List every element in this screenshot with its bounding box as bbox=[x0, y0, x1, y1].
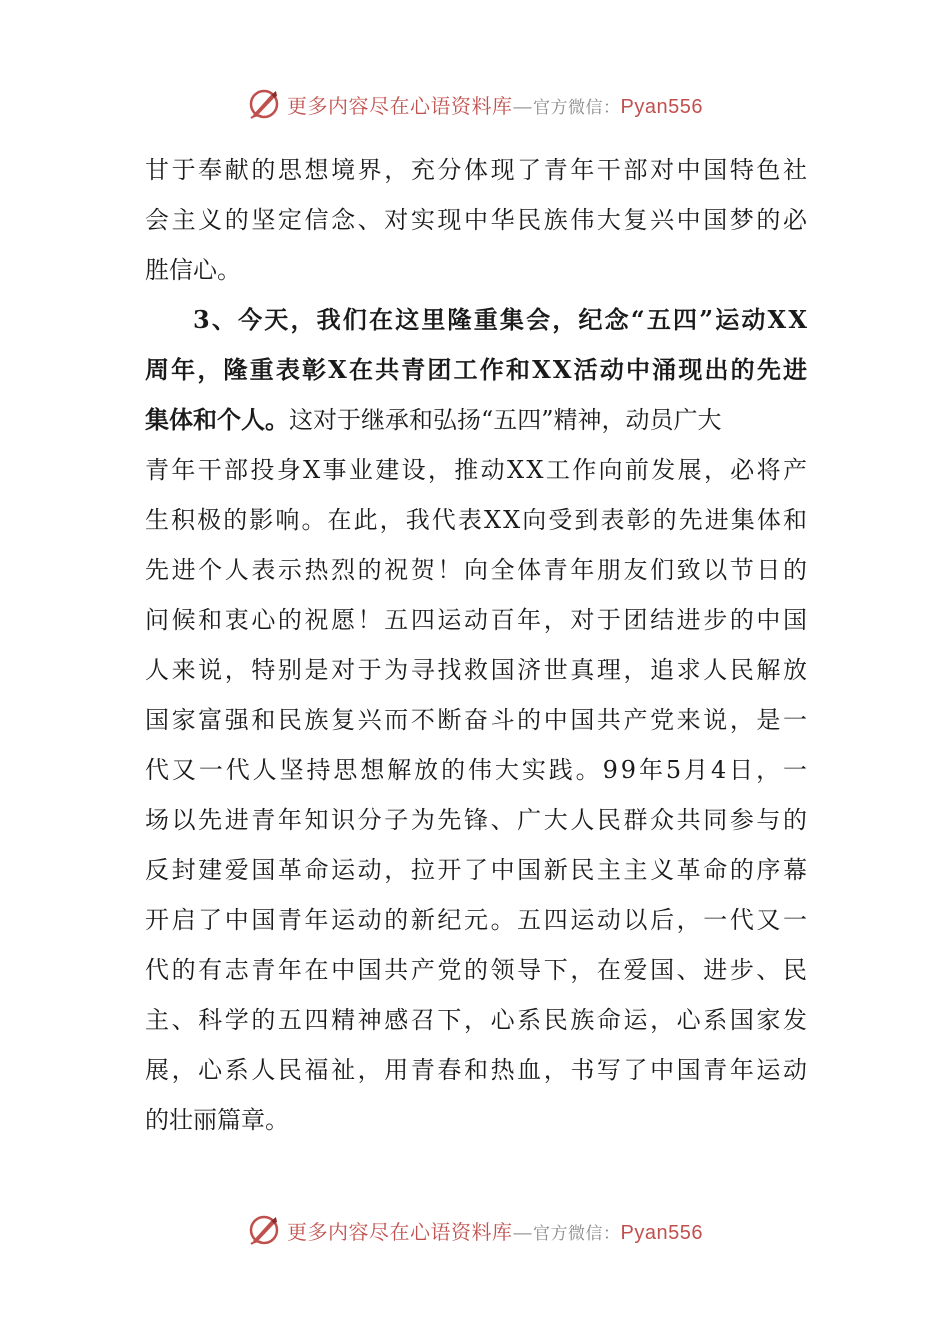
text-line: 先进个人表示热烈的祝贺！向全体青年朋友们致以节日的 bbox=[145, 556, 810, 584]
text-line: 会主义的坚定信念、对实现中华民族伟大复兴中国梦的必 bbox=[145, 206, 810, 234]
text-line: 集体和个人。 这对于继承和弘扬“五四”精神，动员广大 bbox=[145, 405, 722, 434]
footer-banner bbox=[0, 1210, 950, 1250]
text-line: 反封建爱国革命运动，拉开了中国新民主主义革命的序幕 bbox=[145, 856, 810, 884]
banner-text bbox=[287, 1216, 703, 1245]
banner-dash: — bbox=[512, 93, 534, 118]
banner-wechat-label: 官方微信： bbox=[533, 1223, 621, 1244]
text-line: 问候和衷心的祝愿！五四运动百年，对于团结进步的中国 bbox=[145, 606, 810, 634]
document-body bbox=[145, 145, 810, 1145]
text-line: 代又一代人坚持思想解放的伟大实践。99年5月4日，一 bbox=[145, 756, 810, 784]
banner-wechat-id: Pyan556 bbox=[620, 95, 703, 118]
header-banner bbox=[0, 84, 950, 124]
banner-wechat-id: Pyan556 bbox=[620, 1221, 703, 1244]
text-line: 场以先进青年知识分子为先锋、广大人民群众共同参与的 bbox=[145, 806, 810, 834]
text-line: 开启了中国青年运动的新纪元。五四运动以后，一代又一 bbox=[145, 906, 810, 934]
text-line: 的壮丽篇章。 bbox=[145, 1106, 289, 1134]
text-line: 主、科学的五四精神感召下，心系民族命运，心系国家发 bbox=[145, 1006, 810, 1034]
banner-dash: — bbox=[512, 1219, 534, 1244]
banner-title: 更多内容尽在心语资料库 bbox=[287, 1219, 513, 1244]
text-line: 展，心系人民福祉，用青春和热血，书写了中国青年运动 bbox=[145, 1056, 810, 1084]
text-line: 生积极的影响。在此，我代表XX向受到表彰的先进集体和 bbox=[145, 506, 810, 534]
text-line: 3、今天，我们在这里隆重集会，纪念“五四”运动XX bbox=[193, 305, 810, 334]
text-line: 周年，隆重表彰X在共青团工作和XX活动中涌现出的先进 bbox=[145, 355, 810, 384]
text-line: 胜信心。 bbox=[145, 256, 241, 284]
quill-pen-icon bbox=[247, 87, 281, 121]
quill-pen-icon bbox=[247, 1213, 281, 1247]
banner-text bbox=[287, 90, 703, 119]
banner-wechat-label: 官方微信： bbox=[533, 97, 621, 118]
text-line: 人来说，特别是对于为寻找救国济世真理，追求人民解放 bbox=[145, 656, 810, 684]
text-line: 代的有志青年在中国共产党的领导下，在爱国、进步、民 bbox=[145, 956, 810, 984]
text-line: 甘于奉献的思想境界，充分体现了青年干部对中国特色社 bbox=[145, 156, 810, 184]
text-line: 青年干部投身X事业建设，推动XX工作向前发展，必将产 bbox=[145, 456, 810, 484]
text-line: 国家富强和民族复兴而不断奋斗的中国共产党来说，是一 bbox=[145, 706, 810, 734]
banner-title: 更多内容尽在心语资料库 bbox=[287, 93, 513, 118]
